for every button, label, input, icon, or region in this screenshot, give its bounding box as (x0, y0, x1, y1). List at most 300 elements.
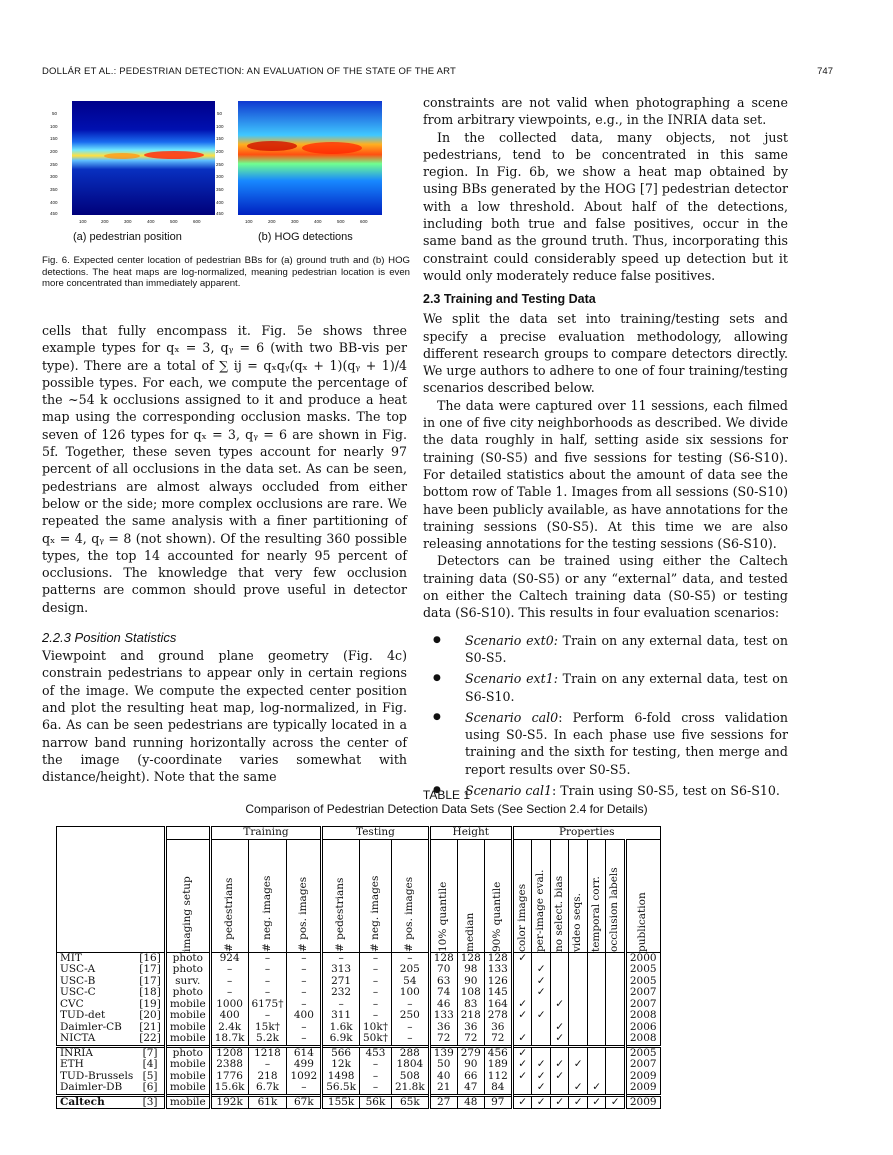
table-cell: ✓ (550, 999, 569, 1011)
table-row (57, 1010, 661, 1022)
dataset-name: USC-C (57, 987, 137, 999)
paragraph: The data were captured over 11 sessions, each filmed in one of five city neighborhoods as described. We divide the data roughly in half, setting aside six sessions for training (S0-S5) and five sessions for testing (S6-S10). For detailed statistics about the amount of data see the bottom row of Table 1. Images from all sessions (S0-S10) have been publicly available, as have annotations for the training sessions (S0-S5). At this time we are also releasing annotations for the testing sessions (S6-S10). (423, 397, 789, 552)
table-cell: – (359, 1059, 391, 1071)
table-cell: ✓ (512, 1046, 532, 1059)
table-cell: 250 (391, 1010, 429, 1022)
table-cell: mobile (165, 1095, 210, 1109)
table-cell: photo (165, 1046, 210, 1059)
table-cell: ✓ (512, 1071, 532, 1083)
table-cell: 72 (429, 1033, 457, 1046)
table-cell: 6175† (248, 999, 287, 1011)
table-cell: 100 (391, 987, 429, 999)
table-cell: [7] (142, 1046, 158, 1059)
table-cell: photo (165, 964, 210, 976)
dataset-name: TUD-det (57, 1010, 137, 1022)
dataset-name: Caltech (57, 1095, 137, 1109)
table-cell: mobile (165, 1022, 210, 1034)
table-cell: 566 (322, 1046, 360, 1059)
table-cell: 61k (248, 1095, 287, 1109)
table-title: Comparison of Pedestrian Detection Data Sets (See Section 2.4 for Details) (245, 802, 648, 816)
table-cell: [17] (139, 974, 161, 987)
svg-text:400: 400 (216, 200, 224, 205)
left-column (42, 322, 407, 785)
table-cell: 50k† (359, 1033, 391, 1046)
table-cell: 2008 (625, 1010, 660, 1022)
table-cell: 12k (322, 1059, 360, 1071)
column-header: temporal corr. (589, 875, 602, 952)
table-cell: – (359, 999, 391, 1011)
table-cell: 2388 (210, 1059, 248, 1071)
table-cell (587, 1033, 606, 1046)
table-cell: ✓ (606, 1095, 626, 1109)
table-cell: 218 (248, 1071, 287, 1083)
table-cell: ✓ (550, 1071, 569, 1083)
table-cell (512, 1082, 532, 1095)
table-cell: 40 (429, 1071, 457, 1083)
paragraph: In the collected data, many objects, not just pedestrians, tend to be concentrated in this same region. In Fig. 6b, we show a heat map obtained by using BBs generated by the HOG [7] pedestrian detector with a low threshold. About half of the detections, including both true and false positives, occur in the same band as the ground truth. Thus, incorporating this constraint could considerably speed up detection but it would only moderately reduce false positives. (423, 129, 788, 283)
table-cell (606, 999, 626, 1011)
table-cell (550, 952, 569, 964)
table-cell (512, 976, 532, 988)
column-header: per-image eval. (534, 869, 547, 952)
table-cell: 67k (287, 1095, 322, 1109)
svg-text:300: 300 (124, 219, 132, 224)
table-cell: 65k (391, 1095, 429, 1109)
table-cell: 614 (287, 1046, 322, 1059)
table-cell (512, 964, 532, 976)
table-cell (550, 964, 569, 976)
table-cell: 27 (429, 1095, 457, 1109)
table-cell: 1.6k (322, 1022, 360, 1034)
svg-text:250: 250 (50, 162, 58, 167)
table-cell: – (287, 976, 322, 988)
table-cell: – (287, 964, 322, 976)
table-cell: ✓ (532, 1095, 551, 1109)
table-cell (550, 1082, 569, 1095)
table-cell: 63 (429, 976, 457, 988)
table-cell: 18.7k (210, 1033, 248, 1046)
table-cell: – (359, 976, 391, 988)
table-cell: ✓ (512, 1033, 532, 1046)
table-row (57, 964, 661, 976)
dataset-name: INRIA (57, 1046, 137, 1059)
column-header: # neg. images (260, 875, 273, 952)
table-cell (550, 976, 569, 988)
table-cell: 112 (484, 1071, 512, 1083)
table-cell: 126 (484, 976, 512, 988)
paragraph: constraints are not valid when photographing a scene from arbitrary viewpoints, e.g., in the INRIA data set. (423, 95, 788, 128)
table-cell (587, 964, 606, 976)
table-cell: 6.9k (322, 1033, 360, 1046)
table-row (57, 1095, 661, 1109)
table-cell: [19] (139, 997, 161, 1010)
table-cell: ✓ (587, 1082, 606, 1095)
svg-text:150: 150 (50, 136, 58, 141)
table-cell: 2007 (625, 987, 660, 999)
table-cell: ✓ (532, 1010, 551, 1022)
table-cell: 1804 (391, 1059, 429, 1071)
table-cell (550, 987, 569, 999)
table-cell: 133 (429, 1010, 457, 1022)
subsection-heading: 2.2.3 Position Statistics (42, 630, 177, 646)
table-cell: – (248, 952, 287, 964)
table-cell: surv. (165, 976, 210, 988)
column-header: # neg. images (368, 875, 381, 952)
table-cell: 50 (429, 1059, 457, 1071)
table-cell: – (391, 1033, 429, 1046)
group-header: Testing (356, 826, 395, 838)
paragraph: We split the data set into training/testing sets and specify a precise evaluation methodology, allowing different research groups to compare detectors directly. We urge authors to adhere to one of four training/testing scenarios described below. (423, 311, 788, 396)
table-cell (587, 1010, 606, 1022)
svg-text:50: 50 (52, 111, 58, 116)
table-cell: [3] (142, 1095, 158, 1108)
table-cell: [4] (142, 1058, 158, 1070)
table-cell: 2009 (625, 1082, 660, 1095)
svg-text:600: 600 (360, 219, 368, 224)
table-cell: 6.7k (248, 1082, 287, 1095)
column-header: imaging setup (181, 875, 194, 952)
page-number: 747 (817, 66, 833, 77)
table-cell: ✓ (532, 987, 551, 999)
table-cell: 271 (322, 976, 360, 988)
column-header: 10% quantile (436, 881, 449, 952)
table-row (57, 1033, 661, 1046)
column-header: # pedestrians (334, 877, 347, 952)
table-cell: ✓ (550, 1059, 569, 1071)
table-cell: ✓ (587, 1095, 606, 1109)
table-cell: – (359, 964, 391, 976)
table-cell: 456 (484, 1046, 512, 1059)
table-body (57, 952, 661, 1109)
table-cell: mobile (165, 1033, 210, 1046)
group-header: Properties (558, 826, 615, 838)
list-item: ● Scenario cal1: Train using S0-S5, test on S6-S10. (423, 782, 788, 799)
column-header: publication (636, 891, 649, 952)
table-cell: 83 (457, 999, 484, 1011)
figure-caption: Fig. 6. Expected center location of pedestrian BBs for (a) ground truth and (b) HOG detections. The heat maps are log-normalized, meaning pedestrian location is even more concentrated than immediately apparent. (42, 255, 410, 289)
table-cell (606, 1010, 626, 1022)
table-label: TABLE 1 (422, 788, 471, 802)
table-cell: – (248, 1010, 287, 1022)
svg-text:200: 200 (50, 149, 58, 154)
list-item: ● Scenario cal0: Perform 6-fold cross validation using S0-S5. In each phase use five sessions for training and the sixth for testing, then merge and report results over S0-S5. (423, 709, 788, 778)
table-cell (606, 952, 626, 964)
table-cell: 5.2k (248, 1033, 287, 1046)
table-cell: 139 (429, 1046, 457, 1059)
table-cell: 311 (322, 1010, 360, 1022)
svg-text:200: 200 (268, 219, 276, 224)
column-header: # pedestrians (222, 877, 235, 952)
table-cell: – (248, 987, 287, 999)
table-cell: 924 (210, 952, 248, 964)
table-cell: ✓ (512, 1095, 532, 1109)
table-cell: 48 (457, 1095, 484, 1109)
table-cell: 36 (457, 1022, 484, 1034)
table-cell: 74 (429, 987, 457, 999)
table-cell: 1776 (210, 1071, 248, 1083)
table-cell: 288 (391, 1046, 429, 1059)
table-cell: – (287, 987, 322, 999)
column-header: color images (515, 883, 528, 952)
table-cell (569, 1022, 588, 1034)
table-cell: – (391, 952, 429, 964)
table-cell: 400 (287, 1010, 322, 1022)
scenario-list (423, 632, 788, 800)
table-cell: 2000 (625, 952, 660, 964)
table-cell: [21] (139, 1020, 161, 1033)
table-cell: [5] (142, 1069, 158, 1082)
table-cell: 72 (484, 1033, 512, 1046)
table-cell: 192k (210, 1095, 248, 1109)
svg-text:200: 200 (216, 149, 224, 154)
table-cell: 15.6k (210, 1082, 248, 1095)
subcaption-a: (a) pedestrian position (73, 231, 182, 243)
table-cell (606, 1033, 626, 1046)
table-cell: 1092 (287, 1071, 322, 1083)
svg-text:200: 200 (101, 219, 109, 224)
svg-text:100: 100 (216, 124, 224, 129)
svg-text:100: 100 (79, 219, 87, 224)
table-cell: 128 (429, 952, 457, 964)
table-cell: – (359, 1071, 391, 1083)
table-cell: – (391, 999, 429, 1011)
dataset-name: CVC (57, 999, 137, 1011)
table-cell: 1498 (322, 1071, 360, 1083)
dataset-name: MIT (57, 952, 137, 964)
svg-text:300: 300 (50, 174, 58, 179)
paragraph: Detectors can be trained using either the Caltech training data (S0-S5) or any “external” data, and tested on either the Caltech training data (S0-S5) or testing data (S6-S10). This results in four evaluation scenarios: (423, 553, 788, 621)
table-cell (587, 976, 606, 988)
table-cell: 2005 (625, 1046, 660, 1059)
table-cell: 36 (429, 1022, 457, 1034)
table-cell: 56k (359, 1095, 391, 1109)
table-cell: photo (165, 952, 210, 964)
table-cell: 90 (457, 1059, 484, 1071)
table-cell: 2.4k (210, 1022, 248, 1034)
table-cell: mobile (165, 1010, 210, 1022)
table-cell: mobile (165, 1059, 210, 1071)
table-cell: – (287, 1022, 322, 1034)
table-cell: 66 (457, 1071, 484, 1083)
table-cell: – (322, 999, 360, 1011)
table-cell: mobile (165, 1082, 210, 1095)
table-cell (550, 1010, 569, 1022)
heatmap-b-hog-detections (238, 101, 382, 215)
table-cell: 36 (484, 1022, 512, 1034)
table-row (57, 1082, 661, 1095)
table-cell: 145 (484, 987, 512, 999)
svg-text:500: 500 (170, 219, 178, 224)
table-cell: 15k† (248, 1022, 287, 1034)
table-cell (569, 964, 588, 976)
table-cell: 189 (484, 1059, 512, 1071)
table-cell: 155k (322, 1095, 360, 1109)
svg-text:600: 600 (193, 219, 201, 224)
table-cell (512, 987, 532, 999)
table-cell: 2009 (625, 1095, 660, 1109)
table-cell: [20] (139, 1009, 161, 1021)
svg-text:500: 500 (337, 219, 345, 224)
svg-text:100: 100 (245, 219, 253, 224)
table-cell: – (391, 1022, 429, 1034)
table-cell: ✓ (512, 1010, 532, 1022)
table-cell: ✓ (532, 1082, 551, 1095)
section-heading: 2.3 Training and Testing Data (423, 292, 596, 307)
table-cell: 84 (484, 1082, 512, 1095)
table-cell: 218 (457, 1010, 484, 1022)
table-cell: 128 (484, 952, 512, 964)
table-cell (532, 1033, 551, 1046)
svg-text:450: 450 (216, 211, 224, 216)
table-cell (606, 1071, 626, 1083)
table-cell: ✓ (532, 1059, 551, 1071)
table-cell: 1000 (210, 999, 248, 1011)
svg-text:400: 400 (50, 200, 58, 205)
svg-text:300: 300 (291, 219, 299, 224)
dataset-name: Daimler-DB (57, 1082, 137, 1095)
svg-text:250: 250 (216, 162, 224, 167)
table-cell (532, 1022, 551, 1034)
table-cell: 2007 (625, 1059, 660, 1071)
table-cell (587, 987, 606, 999)
svg-text:350: 350 (50, 187, 58, 192)
table-cell (569, 952, 588, 964)
column-header: median (464, 912, 477, 952)
table-cell: 70 (429, 964, 457, 976)
table-cell: – (248, 964, 287, 976)
paragraph: cells that fully encompass it. Fig. 5e shows three example types for qₓ = 3, qᵧ = 6 (with two BB-vis per type). There are a total of ∑ ij = qₓqᵧ(qₓ + 1)(qᵧ + 1)/4 possible types. For each, we compute the percentage of the ~54 k occlusions assigned to it and produce a heat map using the corresponding occlusion masks. The top seven of 126 types for qₓ = 3, qᵧ = 6 are shown in Fig. 5f. Together, these seven types account for nearly 97 percent of all occlusions in the data set. As can be seen, pedestrians are almost always occluded from either below or the side; more complex occlusions are rare. We repeated the same analysis with a finer partitioning of qₓ = 4, qᵧ = 8 (not shown). Of the resulting 360 possible types, the top 14 accounted for nearly 95 percent of occlusions. The knowledge that very few occlusion patterns are common should prove useful in detector design. (42, 323, 407, 615)
table-cell: photo (165, 987, 210, 999)
table-cell (606, 1059, 626, 1071)
table-cell: – (210, 964, 248, 976)
table-row (57, 987, 661, 999)
heatmap-figure (42, 98, 414, 230)
table-cell: 21 (429, 1082, 457, 1095)
table-cell: ✓ (569, 1082, 588, 1095)
table-cell: – (248, 976, 287, 988)
list-item: ● Scenario ext0: Train on any external data, test on S0-S5. (423, 632, 788, 667)
table-cell: 164 (484, 999, 512, 1011)
column-header: video seqs. (571, 892, 584, 952)
table-cell (569, 987, 588, 999)
table-cell: 90 (457, 976, 484, 988)
table-cell: 278 (484, 1010, 512, 1022)
table-cell: 453 (359, 1046, 391, 1059)
table-cell (569, 1033, 588, 1046)
table-cell: mobile (165, 999, 210, 1011)
table-cell: ✓ (512, 1059, 532, 1071)
svg-text:150: 150 (216, 136, 224, 141)
column-header: no select. bias (552, 875, 565, 952)
table-cell (606, 964, 626, 976)
list-item: ● Scenario ext1: Train on any external data, test on S6-S10. (423, 670, 788, 705)
table-cell (569, 1010, 588, 1022)
table-cell (587, 999, 606, 1011)
group-header: Training (243, 826, 289, 838)
svg-text:100: 100 (50, 124, 58, 129)
table-cell: 47 (457, 1082, 484, 1095)
table-cell: 499 (287, 1059, 322, 1071)
column-header: # pos. images (403, 876, 416, 952)
table-cell: 98 (457, 964, 484, 976)
table-cell: 279 (457, 1046, 484, 1059)
table-cell: mobile (165, 1071, 210, 1083)
right-column (423, 94, 788, 803)
table-cell: – (322, 952, 360, 964)
table-cell: ✓ (569, 1095, 588, 1109)
svg-text:450: 450 (50, 211, 58, 216)
table-cell: ✓ (512, 952, 532, 964)
table-cell: 508 (391, 1071, 429, 1083)
table-cell: 2005 (625, 976, 660, 988)
table-cell: 1208 (210, 1046, 248, 1059)
table-cell: [17] (139, 963, 161, 975)
table-cell: – (287, 952, 322, 964)
dataset-name: USC-B (57, 976, 137, 988)
table-cell: – (359, 952, 391, 964)
table-cell: – (287, 1033, 322, 1046)
svg-text:400: 400 (147, 219, 155, 224)
table-cell: 2007 (625, 999, 660, 1011)
table-cell: 54 (391, 976, 429, 988)
table-cell: ✓ (512, 999, 532, 1011)
table-cell (569, 999, 588, 1011)
table-cell: 2009 (625, 1071, 660, 1083)
table-cell: – (248, 1059, 287, 1071)
table-cell: 2008 (625, 1033, 660, 1046)
svg-text:350: 350 (216, 187, 224, 192)
svg-text:300: 300 (216, 174, 224, 179)
table-cell: 128 (457, 952, 484, 964)
table-cell: [22] (139, 1032, 161, 1044)
table-cell: 10k† (359, 1022, 391, 1034)
table-cell (587, 1046, 606, 1059)
table-cell: 56.5k (322, 1082, 360, 1095)
table-cell (569, 976, 588, 988)
table-cell (606, 1082, 626, 1095)
table-row (57, 1059, 661, 1071)
table-cell: – (359, 1082, 391, 1095)
subcaption-b: (b) HOG detections (258, 231, 353, 243)
table-cell: [6] (142, 1081, 158, 1093)
table-cell: 21.8k (391, 1082, 429, 1095)
group-header: Height (452, 826, 489, 838)
dataset-name: Daimler-CB (57, 1022, 137, 1034)
table-cell: 1218 (248, 1046, 287, 1059)
dataset-name: NICTA (57, 1033, 137, 1046)
dataset-name: ETH (57, 1059, 137, 1071)
table-cell (587, 1059, 606, 1071)
table-cell: – (359, 987, 391, 999)
column-header: # pos. images (297, 876, 310, 952)
table-cell: ✓ (569, 1059, 588, 1071)
table-cell: 2006 (625, 1022, 660, 1034)
table-cell (606, 976, 626, 988)
table-cell: 108 (457, 987, 484, 999)
table-cell (587, 952, 606, 964)
table-cell: 72 (457, 1033, 484, 1046)
table-cell: 133 (484, 964, 512, 976)
table-cell: 2005 (625, 964, 660, 976)
figure-6 (42, 98, 414, 248)
heatmap-a-pedestrian-position (72, 101, 215, 215)
table-cell (606, 987, 626, 999)
table-cell: [18] (139, 986, 161, 998)
table-cell (587, 1022, 606, 1034)
table-cell: 313 (322, 964, 360, 976)
dataset-comparison-table (56, 826, 661, 1109)
table-cell: ✓ (550, 1033, 569, 1046)
